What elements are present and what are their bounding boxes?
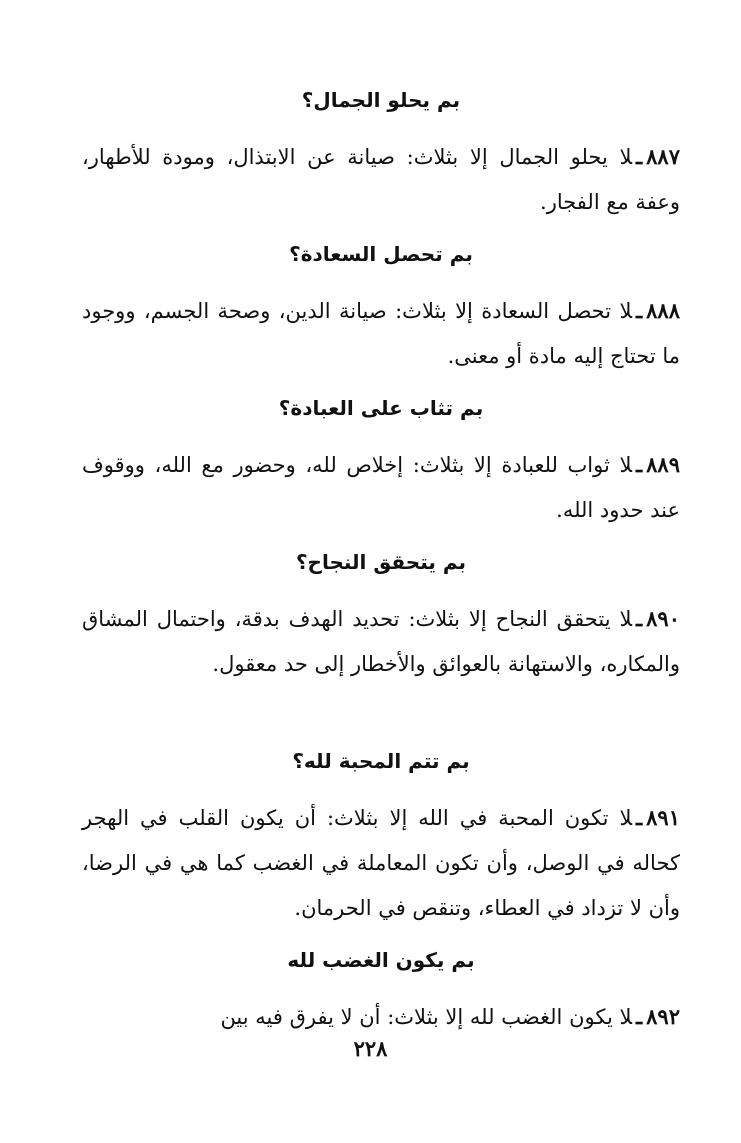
section-889 — [82, 388, 680, 542]
entry-text: لا يكون الغضب لله إلا بثلاث: أن لا يفرق فيه بين — [220, 1005, 632, 1029]
section-891 — [82, 741, 680, 940]
section-heading: بم تحصل السعادة؟ — [289, 242, 473, 266]
entry-text: لا ثواب للعبادة إلا بثلاث: إخلاص لله، وحضور مع الله، ووقوف عند حدود الله. — [82, 453, 680, 522]
section-887 — [82, 80, 680, 234]
entry-number: ٨٩٢ — [646, 1004, 680, 1029]
entry-dash: ـ — [636, 298, 643, 323]
entry-dash: ـ — [636, 606, 643, 631]
entry-dash: ـ — [636, 452, 643, 477]
entry-text: لا تحصل السعادة إلا بثلاث: صيانة الدين، وصحة الجسم، ووجود ما تحتاج إليه مادة أو معنى. — [82, 299, 680, 368]
entry-number: ٨٩٠ — [646, 606, 680, 631]
entry-paragraph — [82, 980, 680, 1039]
entry-number: ٨٩١ — [646, 805, 680, 830]
entry-dash: ـ — [636, 805, 643, 830]
entry-text: لا يتحقق النجاح إلا بثلاث: تحديد الهدف بدقة، واحتمال المشاق والمكاره، والاستهانة بالعوائق والأخطار إلى حد معقول. — [82, 607, 680, 676]
entry-dash: ـ — [636, 1004, 643, 1029]
page-content — [82, 80, 680, 1039]
entry-dash: ـ — [636, 144, 643, 169]
entry-paragraph — [82, 274, 680, 388]
entry-paragraph — [82, 582, 680, 741]
section-heading: بم تثاب على العبادة؟ — [278, 396, 484, 420]
entry-number: ٨٨٨ — [646, 298, 680, 323]
entry-number: ٨٨٩ — [646, 452, 680, 477]
entry-text: لا يحلو الجمال إلا بثلاث: صيانة عن الابتذال، ومودة للأطهار، وعفة مع الفجار. — [82, 145, 680, 214]
section-heading: بم يتحقق النجاح؟ — [295, 550, 467, 574]
section-heading: بم تتم المحبة لله؟ — [292, 749, 470, 773]
section-890 — [82, 542, 680, 741]
entry-paragraph — [82, 428, 680, 542]
entry-text: لا تكون المحبة في الله إلا بثلاث: أن يكون القلب في الهجر كحاله في الوصل، وأن تكون المعاملة في الغضب كما هي في الرضا، وأن لا تزداد في العطاء، وتنقص في الحرمان. — [82, 806, 680, 920]
page-number: ٢٢٨ — [353, 1036, 388, 1061]
entry-number: ٨٨٧ — [646, 144, 680, 169]
section-heading: بم يكون الغضب لله — [287, 948, 475, 972]
section-heading: بم يحلو الجمال؟ — [301, 88, 461, 112]
entry-paragraph — [82, 120, 680, 234]
section-888 — [82, 234, 680, 388]
section-892 — [82, 940, 680, 1039]
entry-paragraph — [82, 781, 680, 940]
